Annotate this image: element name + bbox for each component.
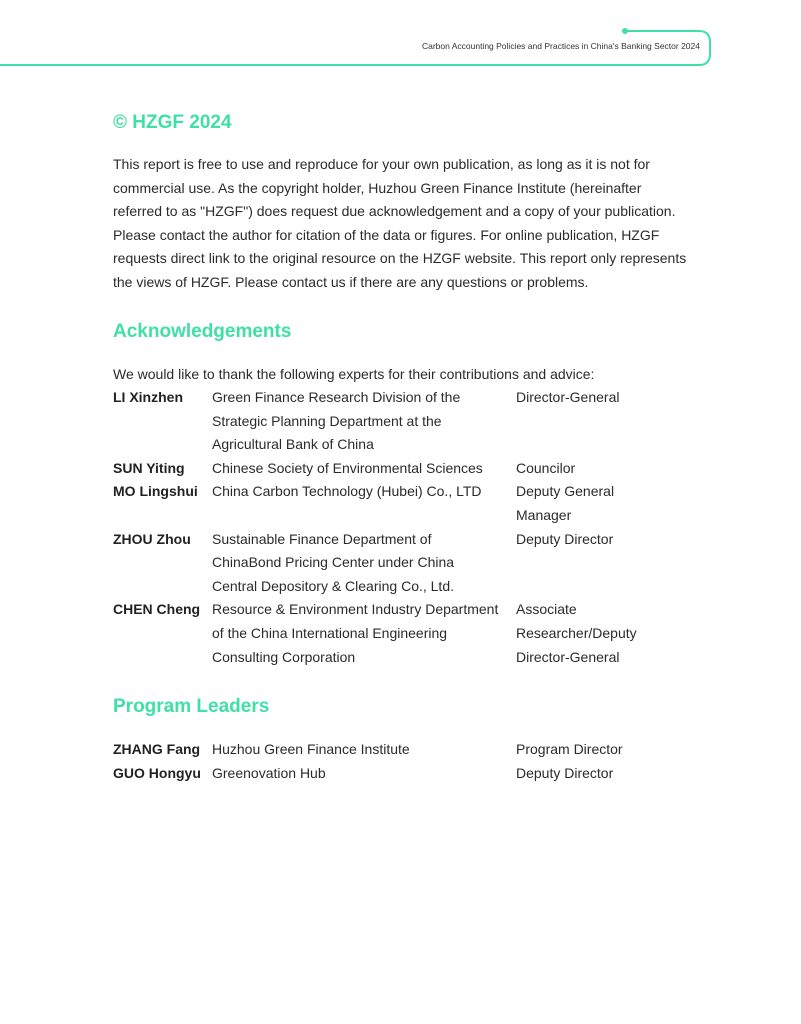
leader-title: Program Director — [516, 741, 623, 757]
expert-organization: Sustainable Finance Department of ChinaBond Pricing Center under China Central Depository & Clearing Co., Ltd. — [212, 530, 455, 594]
expert-name: SUN Yiting — [113, 459, 185, 476]
expert-name: CHEN Cheng — [113, 601, 201, 618]
leader-organization: Greenovation Hub — [212, 764, 326, 781]
header-dot-icon — [622, 28, 628, 34]
running-header-title: Carbon Accounting Policies and Practices in China's Banking Sector 2024 — [421, 41, 700, 51]
expert-title: Deputy General Manager — [516, 483, 615, 523]
leaders-list — [113, 738, 713, 785]
expert-name: LI Xinzhen — [113, 389, 183, 405]
program-leaders-heading: Program Leaders — [113, 696, 270, 717]
leader-row — [113, 762, 713, 786]
expert-organization: Chinese Society of Environmental Sciences — [212, 459, 483, 476]
expert-row — [113, 480, 713, 523]
expert-row — [113, 457, 713, 481]
expert-row — [113, 598, 713, 669]
expert-title: Associate Researcher/Deputy Director-General — [516, 601, 637, 665]
expert-organization: China Carbon Technology (Hubei) Co., LTD — [212, 483, 482, 500]
acknowledgements-intro: We would like to thank the following experts for their contributions and advice: — [113, 366, 595, 382]
acknowledgements-heading: Acknowledgements — [113, 321, 292, 342]
expert-title: Councilor — [516, 459, 576, 476]
leader-row — [113, 738, 713, 762]
expert-name: MO Lingshui — [113, 483, 198, 500]
leader-title: Deputy Director — [516, 764, 614, 781]
expert-organization: Resource & Environment Industry Department of the China International Engineering Consulting Corporation — [212, 601, 499, 665]
expert-row — [113, 386, 713, 457]
leader-organization: Huzhou Green Finance Institute — [212, 741, 410, 757]
leader-name: ZHANG Fang — [113, 741, 201, 757]
copyright-paragraph: This report is free to use and reproduce for your own publication, as long as it is not for commercial use. As the copyright holder, Huzhou Green Finance Institute (hereinafter referred to as "HZGF") does request due acknowledgement and a copy of your publication. Please contact the author for citation of the data or figures. For online publication, HZGF requests direct link to the original resource on the HZGF website. This report only represents the views of HZGF. Please contact us if there are any questions or problems. — [113, 156, 687, 290]
leader-name: GUO Hongyu — [113, 764, 201, 781]
copyright-heading: © HZGF 2024 — [113, 112, 232, 133]
expert-title: Director-General — [516, 389, 620, 405]
expert-organization: Green Finance Research Division of the Strategic Planning Department at the Agricultural Bank of China — [212, 389, 461, 453]
experts-list — [113, 386, 713, 669]
expert-row — [113, 528, 713, 599]
expert-title: Deputy Director — [516, 530, 614, 547]
header-decorative-line — [0, 0, 801, 80]
expert-name: ZHOU Zhou — [113, 530, 191, 547]
